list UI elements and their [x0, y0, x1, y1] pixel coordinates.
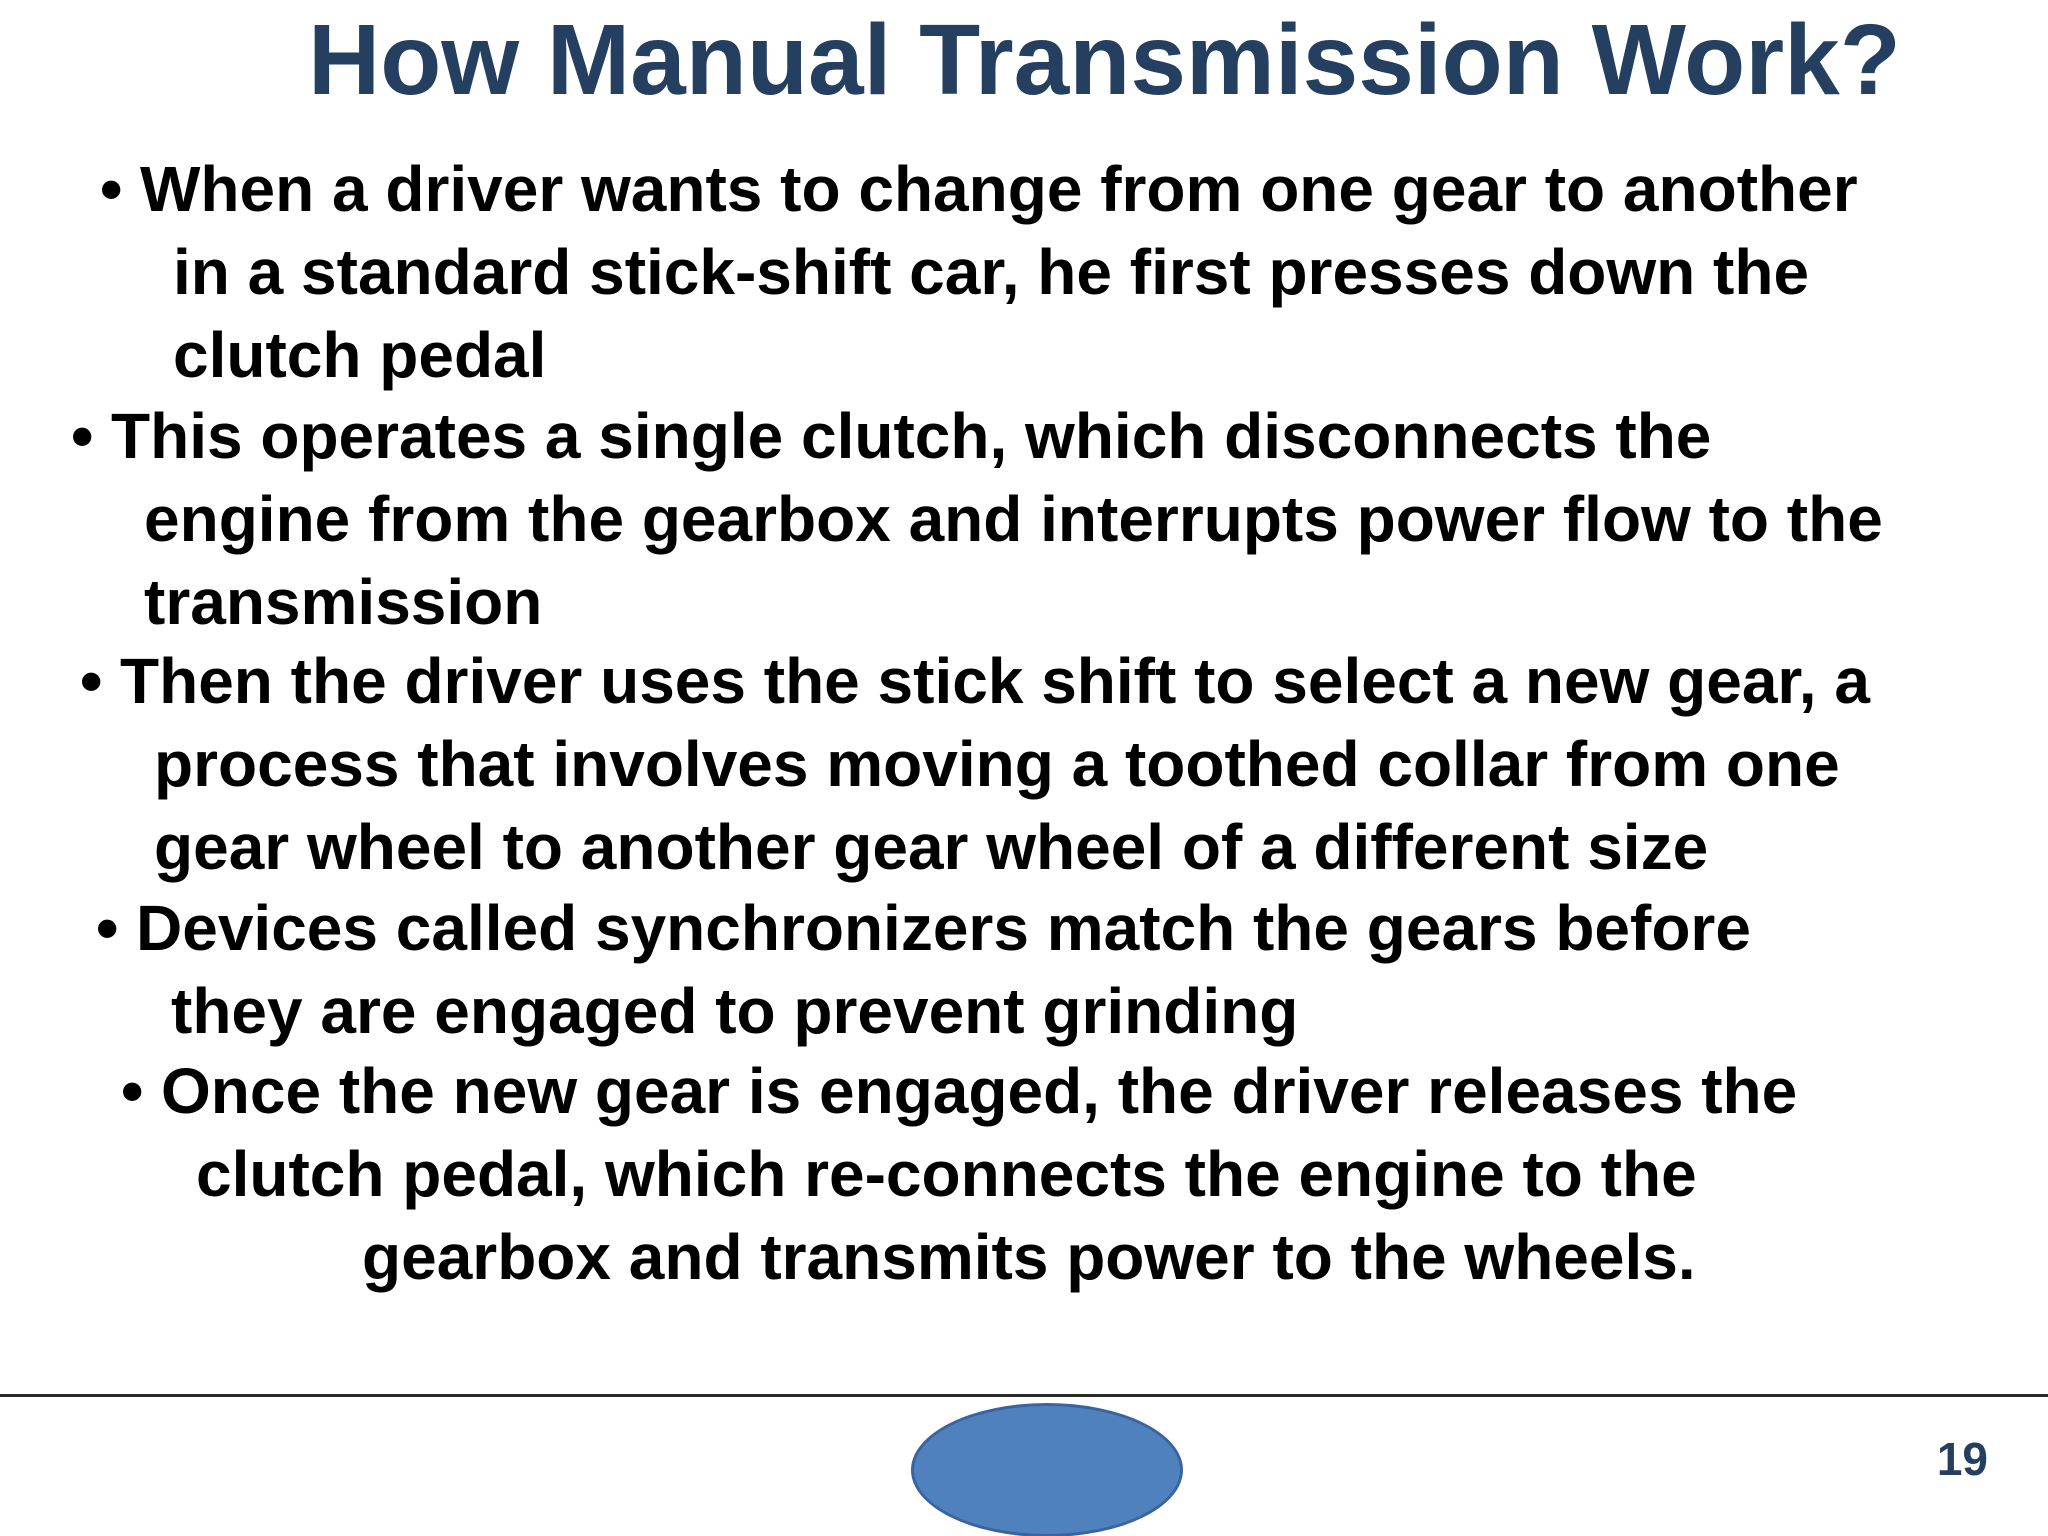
bullet-dot: • [80, 645, 103, 717]
bullet-line: clutch pedal, which re-connects the engine to the [196, 1138, 1697, 1210]
bullet-item [121, 1050, 1947, 1299]
bullet-line: Then the driver uses the stick shift to select a new gear, a [120, 645, 1870, 717]
bullet-line: clutch pedal [173, 319, 547, 391]
bullet-item [71, 395, 1948, 644]
page-number: 19 [1936, 1433, 1988, 1485]
bullet-line: transmission [144, 566, 543, 638]
bullet-line: engine from the gearbox and interrupts power flow to the [144, 483, 1883, 555]
bullet-line: in a standard stick-shift car, he first presses down the [173, 236, 1810, 308]
bullet-line: This operates a single clutch, which disconnects the [111, 400, 1712, 472]
slide-title: How Manual Transmission Work? [308, 4, 1901, 116]
bullet-line: process that involves moving a toothed collar from one [154, 728, 1840, 800]
bullet-item [80, 640, 1870, 889]
bullet-line: When a driver wants to change from one gear to another [140, 153, 1858, 225]
bullet-item [96, 887, 1971, 1053]
bullet-item [100, 148, 1858, 397]
bullet-dot: • [121, 1055, 144, 1127]
bullet-line: gearbox and transmits power to the wheels. [362, 1221, 1696, 1293]
bullet-dot: • [96, 892, 119, 964]
bullet-line: Devices called synchronizers match the gears before [136, 892, 1751, 964]
footer-divider [0, 1394, 2048, 1397]
bullet-dot: • [71, 400, 94, 472]
bullet-line: Once the new gear is engaged, the driver releases the [161, 1055, 1798, 1127]
footer-oval-shape [911, 1403, 1183, 1536]
bullet-line: gear wheel to another gear wheel of a different size [154, 811, 1709, 883]
bullet-dot: • [100, 153, 123, 225]
bullet-line: they are engaged to prevent grinding [171, 975, 1299, 1047]
